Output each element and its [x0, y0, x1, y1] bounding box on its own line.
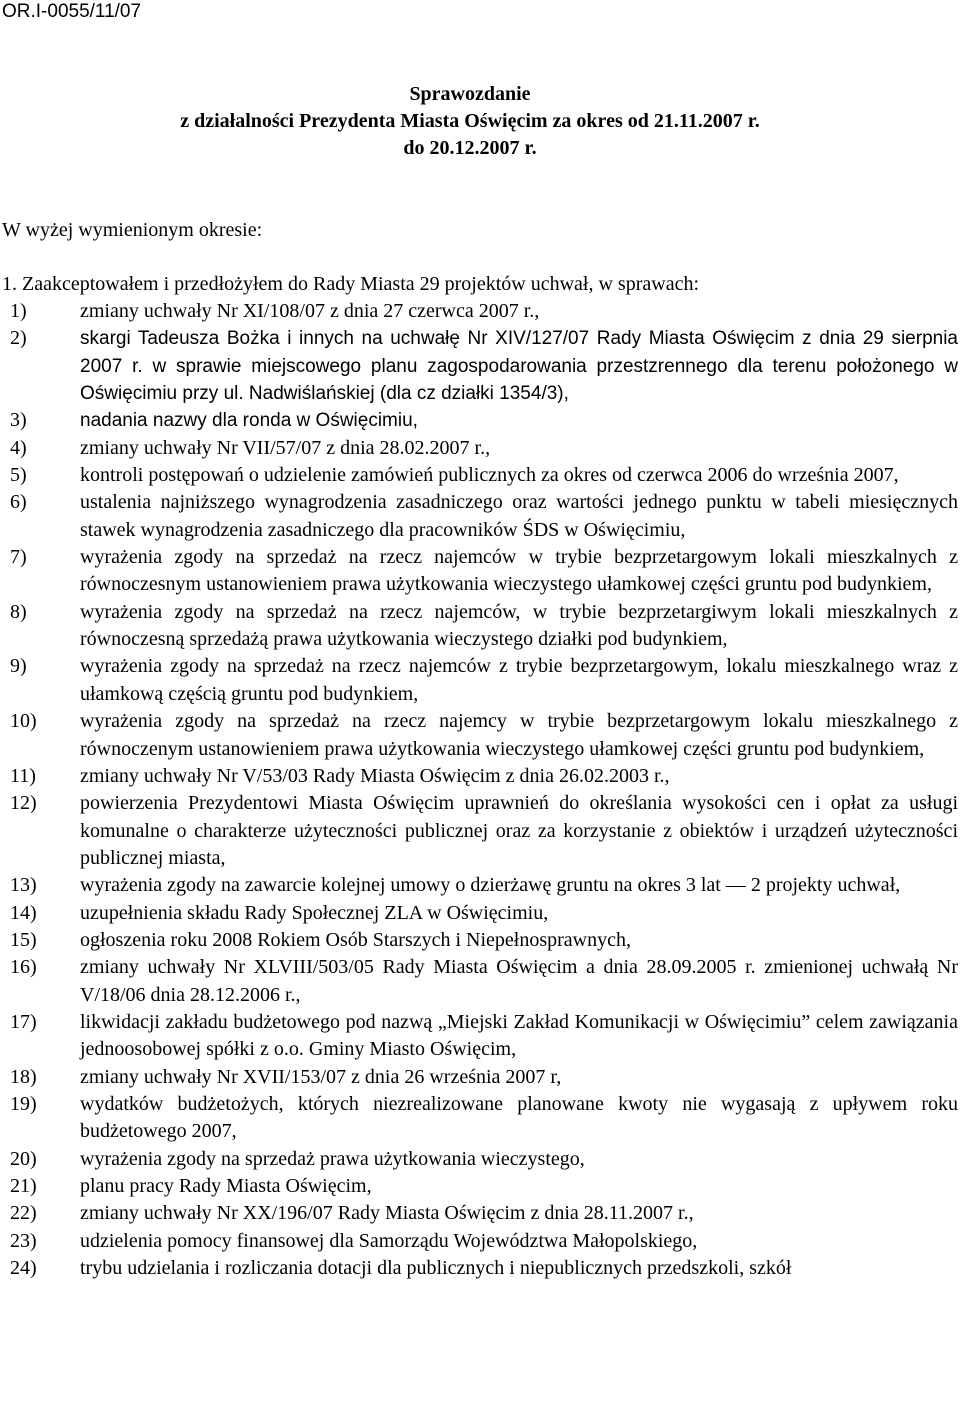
list-item: [10, 1009, 958, 1064]
list-item-number: 11): [10, 764, 36, 787]
list-item: [10, 1064, 958, 1091]
list-item: [10, 298, 958, 325]
list-item-text: wydatków budżetożych, których niezrealizowane planowane kwoty nie wygasają z upływem roku budżetowego 2007,: [80, 1092, 958, 1143]
list-item-text: powierzenia Prezydentowi Miasta Oświęcim uprawnień do określania wysokości cen i opłat za usługi komunalne o charakterze użyteczności publicznej oraz za korzystanie z obiektów i urządzeń użyteczności publicznej miasta,: [80, 792, 958, 869]
list-item-text: zmiany uchwały Nr XVII/153/07 z dnia 26 września 2007 r,: [80, 1065, 562, 1088]
list-item-number: 10): [10, 710, 37, 733]
document-reference-number: OR.I-0055/11/07: [2, 1, 142, 22]
list-item-number: 22): [10, 1202, 37, 1225]
intro-text: W wyżej wymienionym okresie:: [2, 219, 263, 241]
list-item-text: wyrażenia zgody na sprzedaż na rzecz najemcy w trybie bezprzetargowym lokalu mieszkalnego z równoczenym ustanowieniem prawa użytkowania wieczystego ułamkowej części gruntu pod budynkiem,: [80, 710, 958, 760]
list-item-number: 16): [10, 956, 37, 979]
list-item: [10, 1091, 958, 1146]
list-item-number: 17): [10, 1010, 37, 1033]
list-item-text: wyrażenia zgody na sprzedaż prawa użytkowania wieczystego,: [80, 1147, 585, 1170]
list-item-number: 1): [10, 300, 27, 322]
list-item: [10, 954, 958, 1009]
list-item: [10, 1200, 958, 1227]
list-item-number: 15): [10, 928, 37, 951]
list-item-text: likwidacji zakładu budżetowego pod nazwą „Miejski Zakład Komunikacji w Oświęcimiu” celem zawiązania jednoosobowej spółki z o.o. Gminy Miasto Oświęcim,: [80, 1010, 958, 1061]
list-item-number: 21): [10, 1175, 37, 1197]
list-item-text: wyrażenia zgody na sprzedaż na rzecz najemców, w trybie bezprzetargiwym lokali mieszkalnych z równoczesną sprzedażą prawa użytkowania wieczystego działki pod budynkiem,: [80, 600, 958, 651]
list-item-text: skargi Tadeusza Bożka i innych na uchwałę Nr XIV/127/07 Rady Miasta Oświęcim z dnia 29 sierpnia 2007 r. w sprawie miejscowego planu zagospodarowania przestzrennego dla terenu położonego w Oświęcimiu przy ul. Nadwiślańskiej (dla cz działki 1354/3),: [80, 328, 958, 405]
list-item: [10, 1173, 958, 1200]
list-item-number: 19): [10, 1092, 37, 1115]
list-item-text: zmiany uchwały Nr XX/196/07 Rady Miasta Oświęcim z dnia 28.11.2007 r.,: [80, 1202, 694, 1225]
list-item-number: 20): [10, 1147, 37, 1170]
list-item-number: 8): [10, 600, 27, 623]
list-item-number: 18): [10, 1065, 37, 1088]
list-item: [10, 790, 958, 872]
list-item: [10, 325, 958, 407]
list-item-text: uzupełnienia składu Rady Społecznej ZLA w Oświęcimiu,: [80, 901, 549, 924]
list-item-number: 7): [10, 546, 27, 569]
resolution-list: [10, 298, 958, 1282]
list-item: [10, 872, 958, 899]
list-item: [10, 435, 958, 462]
list-item: [10, 653, 958, 708]
list-item-number: 24): [10, 1257, 37, 1280]
list-item: [10, 1146, 958, 1173]
list-item-text: zmiany uchwały Nr V/53/03 Rady Miasta Oświęcim z dnia 26.02.2003 r.,: [80, 764, 670, 787]
list-item-text: wyrażenia zgody na sprzedaż na rzecz najemców z trybie bezprzetargowym, lokalu mieszkalnego wraz z ułamkową częścią gruntu pod budynkiem,: [80, 655, 958, 705]
report-subtitle: z działalności Prezydenta Miasta Oświęcim za okres od 21.11.2007 r.: [180, 110, 760, 132]
list-item-number: 23): [10, 1229, 37, 1252]
list-item-text: zmiany uchwały Nr VII/57/07 z dnia 28.02.2007 r.,: [80, 436, 491, 459]
report-period: do 20.12.2007 r.: [403, 137, 537, 159]
list-item-text: kontroli postępowań o udzielenie zamówień publicznych za okres od czerwca 2006 do września 2007,: [80, 464, 899, 487]
list-item-number: 3): [10, 409, 27, 432]
list-item-text: wyrażenia zgody na sprzedaż na rzecz najemców w trybie bezprzetargowym lokali mieszkalnych z równoczesnym ustanowieniem prawa użytkowania wieczystego ułamkowej części gruntu pod budynkiem,: [80, 546, 958, 596]
list-item: [10, 489, 958, 544]
list-item: [10, 462, 958, 489]
list-item: [10, 708, 958, 763]
list-item: [10, 1228, 958, 1255]
list-item-text: nadania nazwy dla ronda w Oświęcimiu,: [80, 410, 418, 432]
list-item-number: 12): [10, 792, 37, 815]
list-item: [10, 1255, 958, 1282]
list-item-number: 2): [10, 327, 27, 350]
list-item-text: trybu udzielania i rozliczania dotacji dla publicznych i niepublicznych przedszkoli, szkół: [80, 1257, 792, 1280]
list-item: [10, 544, 958, 599]
list-item-text: ustalenia najniższego wynagrodzenia zasadniczego oraz wartości jednego punktu w tabeli miesięcznych stawek wynagrodzenia zasadniczego dla pracowników ŚDS w Oświęcimiu,: [80, 491, 958, 541]
list-item-number: 9): [10, 655, 27, 678]
list-item-text: zmiany uchwały Nr XI/108/07 z dnia 27 czerwca 2007 r.,: [80, 300, 540, 322]
report-title: Sprawozdanie: [409, 83, 531, 105]
list-item-number: 5): [10, 464, 27, 487]
list-item-text: ogłoszenia roku 2008 Rokiem Osób Starszych i Niepełnosprawnych,: [80, 928, 632, 951]
list-item-text: wyrażenia zgody na zawarcie kolejnej umowy o dzierżawę gruntu na okres 3 lat — 2 projekty uchwał,: [80, 874, 901, 897]
list-item-number: 4): [10, 436, 27, 459]
list-item-text: udzielenia pomocy finansowej dla Samorządu Województwa Małopolskiego,: [80, 1229, 698, 1252]
list-item-text: planu pracy Rady Miasta Oświęcim,: [80, 1175, 372, 1197]
list-item: [10, 927, 958, 954]
list-item: [10, 900, 958, 927]
list-item-number: 6): [10, 491, 27, 514]
list-item: [10, 599, 958, 654]
list-item: [10, 763, 958, 790]
section-heading: 1. Zaakceptowałem i przedłożyłem do Rady Miasta 29 projektów uchwał, w sprawach:: [2, 273, 700, 295]
list-item-text: zmiany uchwały Nr XLVIII/503/05 Rady Miasta Oświęcim a dnia 28.09.2005 r. zmienionej uchwałą Nr V/18/06 dnia 28.12.2006 r.,: [80, 956, 958, 1006]
list-item-number: 13): [10, 874, 37, 897]
list-item: [10, 407, 958, 434]
list-item-number: 14): [10, 901, 37, 924]
